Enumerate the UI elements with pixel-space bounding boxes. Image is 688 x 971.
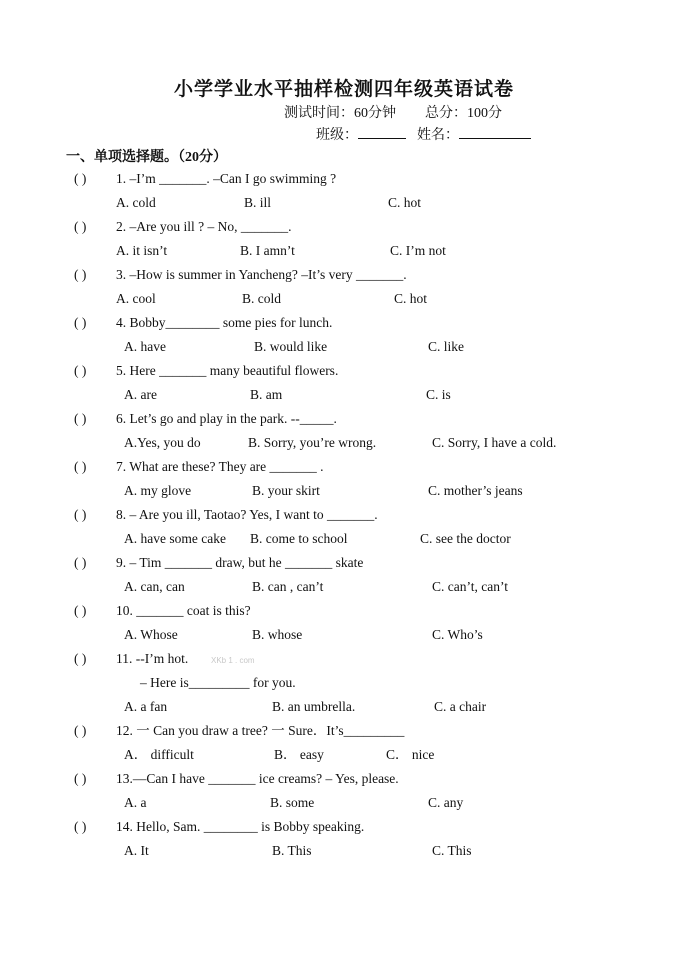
option-b: B. whose <box>252 627 303 642</box>
question-stem: 10. _______ coat is this? <box>116 603 251 618</box>
answer-paren[interactable]: ( ) <box>74 771 87 786</box>
option-c: C. hot <box>388 195 422 210</box>
question-stem: 14. Hello, Sam. ________ is Bobby speaking. <box>116 819 365 834</box>
option-a: A. have some cake <box>124 531 226 546</box>
question-stem: 5. Here _______ many beautiful flowers. <box>116 363 339 378</box>
option-a: A. it isn’t <box>116 243 168 258</box>
name-blank[interactable] <box>459 124 531 139</box>
option-a: A.Yes, you do <box>124 435 201 450</box>
answer-paren[interactable]: ( ) <box>74 507 87 522</box>
question-stem: 13.—Can I have _______ ice creams? – Yes, please. <box>116 771 399 786</box>
option-b: B. Sorry, you’re wrong. <box>248 435 377 450</box>
option-c: C. Who’s <box>432 627 483 642</box>
option-a: A. cool <box>116 291 156 306</box>
answer-paren[interactable]: ( ) <box>74 267 87 282</box>
option-a: A. my glove <box>124 483 192 498</box>
answer-paren[interactable]: ( ) <box>74 459 87 474</box>
option-a: A. can, can <box>124 579 185 594</box>
option-c: C． nice <box>386 747 435 762</box>
option-b: B. come to school <box>250 531 348 546</box>
option-c: C. I’m not <box>390 243 446 258</box>
class-blank[interactable] <box>358 124 406 139</box>
option-a: A. a fan <box>124 699 168 714</box>
option-a: A． difficult <box>124 747 194 762</box>
option-a: A. It <box>124 843 149 858</box>
question-stem: 8. – Are you ill, Taotao? Yes, I want to _______. <box>116 507 378 522</box>
student-info <box>316 124 531 144</box>
answer-paren[interactable]: ( ) <box>74 315 87 330</box>
answer-paren[interactable]: ( ) <box>74 411 87 426</box>
option-c: C. can’t, can’t <box>432 579 508 594</box>
option-b: B. am <box>250 387 283 402</box>
question-stem: 1. –I’m _______. –Can I go swimming ? <box>116 171 337 186</box>
watermark-text: XKb 1 . com <box>211 656 255 665</box>
option-c: C. a chair <box>434 699 487 714</box>
option-b: B. an umbrella. <box>272 699 356 714</box>
option-c: C. mother’s jeans <box>428 483 523 498</box>
score-label: 总分：100分 <box>425 106 502 121</box>
option-b: B. some <box>270 795 315 810</box>
answer-paren[interactable]: ( ) <box>74 219 87 234</box>
question-stem: 4. Bobby________ some pies for lunch. <box>116 315 333 330</box>
answer-paren[interactable]: ( ) <box>74 819 87 834</box>
option-c: C. Sorry, I have a cold. <box>432 435 557 450</box>
name-label: 姓名： <box>417 128 459 143</box>
option-b: B. can , can’t <box>252 579 324 594</box>
option-a: A. Whose <box>124 627 178 642</box>
page-title: 小学学业水平抽样检测四年级英语试卷 <box>173 79 514 100</box>
option-c: C. hot <box>394 291 428 306</box>
exam-info <box>284 102 502 122</box>
answer-paren[interactable]: ( ) <box>74 603 87 618</box>
option-b: B. This <box>272 843 312 858</box>
question-stem: 2. –Are you ill ? – No, _______. <box>116 219 292 234</box>
option-a: A. have <box>124 339 166 354</box>
option-b: B. your skirt <box>252 483 320 498</box>
question-stem-continued: – Here is_________ for you. <box>140 675 296 690</box>
option-a: A. cold <box>116 195 156 210</box>
question-stem: 9. – Tim _______ draw, but he _______ skate <box>116 555 364 570</box>
class-label: 班级： <box>316 128 358 143</box>
question-stem: 7. What are these? They are _______ . <box>116 459 324 474</box>
question-stem: 12. 一 Can you draw a tree? 一 Sure．It’s_________ <box>116 723 405 738</box>
option-b: B. ill <box>244 195 272 210</box>
question-stem: 3. –How is summer in Yancheng? –It’s very _______. <box>116 267 407 282</box>
option-c: C. see the doctor <box>420 531 511 546</box>
option-b: B. cold <box>242 291 281 306</box>
option-c: C. is <box>426 387 451 402</box>
section-title: 一、单项选择题。（20分） <box>66 150 227 165</box>
time-label: 测试时间：60分钟 <box>284 106 396 121</box>
option-c: C. any <box>428 795 464 810</box>
answer-paren[interactable]: ( ) <box>74 363 87 378</box>
question-stem: 6. Let’s go and play in the park. --_____. <box>116 411 337 426</box>
question-stem: 11. --I’m hot. <box>116 651 189 666</box>
option-a: A. a <box>124 795 147 810</box>
answer-paren[interactable]: ( ) <box>74 651 87 666</box>
answer-paren[interactable]: ( ) <box>74 171 87 186</box>
option-b: B． easy <box>274 747 324 762</box>
option-c: C. like <box>428 339 464 354</box>
option-b: B. I amn’t <box>240 243 295 258</box>
option-c: C. This <box>432 843 472 858</box>
option-a: A. are <box>124 387 157 402</box>
option-b: B. would like <box>254 339 328 354</box>
answer-paren[interactable]: ( ) <box>74 555 87 570</box>
answer-paren[interactable]: ( ) <box>74 723 87 738</box>
